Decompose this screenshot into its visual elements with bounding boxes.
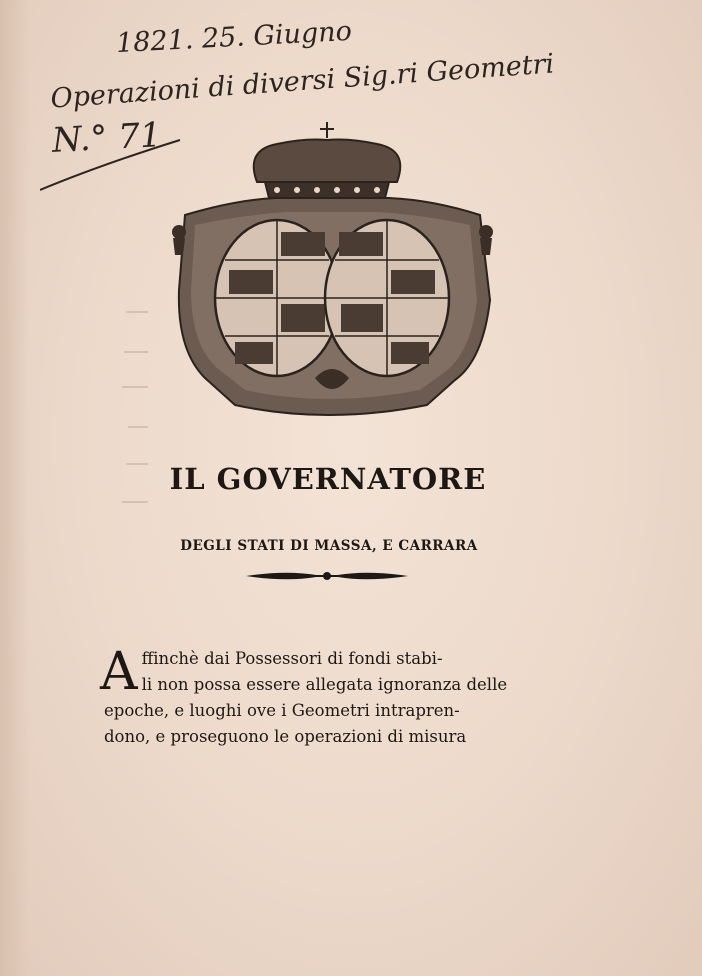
- coat-of-arms: [165, 120, 500, 425]
- document-title: IL GOVERNATORE: [169, 462, 487, 496]
- paper-edge-left: [0, 0, 30, 976]
- handwritten-number: N.° 71: [51, 115, 163, 161]
- text-line: ffinchè dai Possessori di fondi stabi-: [141, 649, 443, 668]
- handwritten-date: 1821. 25. Giugno: [115, 15, 353, 60]
- document-subtitle: DEGLI STATI DI MASSA, E CARRARA: [180, 538, 478, 554]
- bleed-through: [118, 292, 158, 492]
- text-line: dono, e proseguono le operazioni di misura: [104, 727, 467, 746]
- text-line: li non possa essere allegata ignoranza delle: [141, 675, 508, 694]
- drop-cap: A: [100, 642, 138, 702]
- ornamental-divider: [246, 568, 408, 584]
- handwritten-note: Operazioni di diversi Sig.ri Geometri: [49, 48, 556, 115]
- text-line: epoche, e luoghi ove i Geometri intrapren-: [104, 701, 460, 720]
- decree-text: [100, 642, 544, 750]
